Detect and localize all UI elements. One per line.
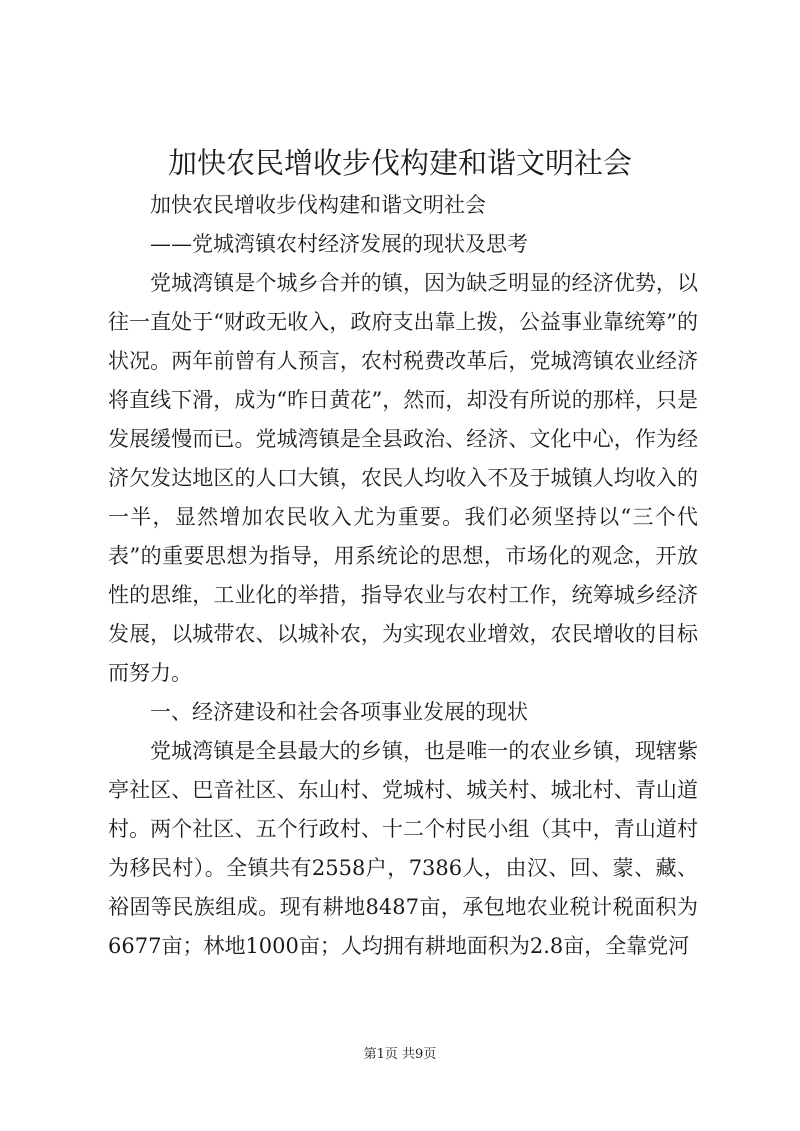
section-heading: 一、经济建设和社会各项事业发展的现状: [150, 700, 528, 724]
page-footer: 第1页 共9页: [363, 1047, 437, 1062]
document-body: [108, 186, 698, 966]
paragraph-subheading: ——党城湾镇农村经济发展的现状及思考: [150, 232, 528, 256]
paragraph-section-one: 党城湾镇是全县最大的乡镇，也是唯一的农业乡镇，现辖紫亭社区、巴音社区、东山村、党城村、城关村、城北村、青山道村。两个社区、五个行政村、十二个村民小组（其中，青山道村为移民村）。全镇共有2558户，7386人，由汉、回、蒙、藏、裕固等民族组成。现有耕地8487亩，承包地农业税计税面积为6677亩；林地1000亩；人均拥有耕地面积为2.8亩，全靠党河: [108, 739, 698, 958]
paragraph-subtitle: 加快农民增收步伐构建和谐文明社会: [150, 193, 486, 217]
paragraph-intro: 党城湾镇是个城乡合并的镇，因为缺乏明显的经济优势，以往一直处于“财政无收入，政府支出靠上拨，公益事业靠统筹”的状况。两年前曾有人预言，农村税费改革后，党城湾镇农业经济将直线下滑，成为“昨日黄花”，然而，却没有所说的那样，只是发展缓慢而已。党城湾镇是全县政治、经济、文化中心，作为经济欠发达地区的人口大镇，农民人均收入不及于城镇人均收入的一半，显然增加农民收入尤为重要。我们必须坚持以“三个代表”的重要思想为指导，用系统论的思想，市场化的观念，开放性的思维，工业化的举措，指导农业与农村工作，统筹城乡经济发展，以城带农、以城补农，为实现农业增效，农民增收的目标而努力。: [108, 271, 698, 685]
document-title: 加快农民增收步伐构建和谐文明社会: [167, 146, 632, 180]
